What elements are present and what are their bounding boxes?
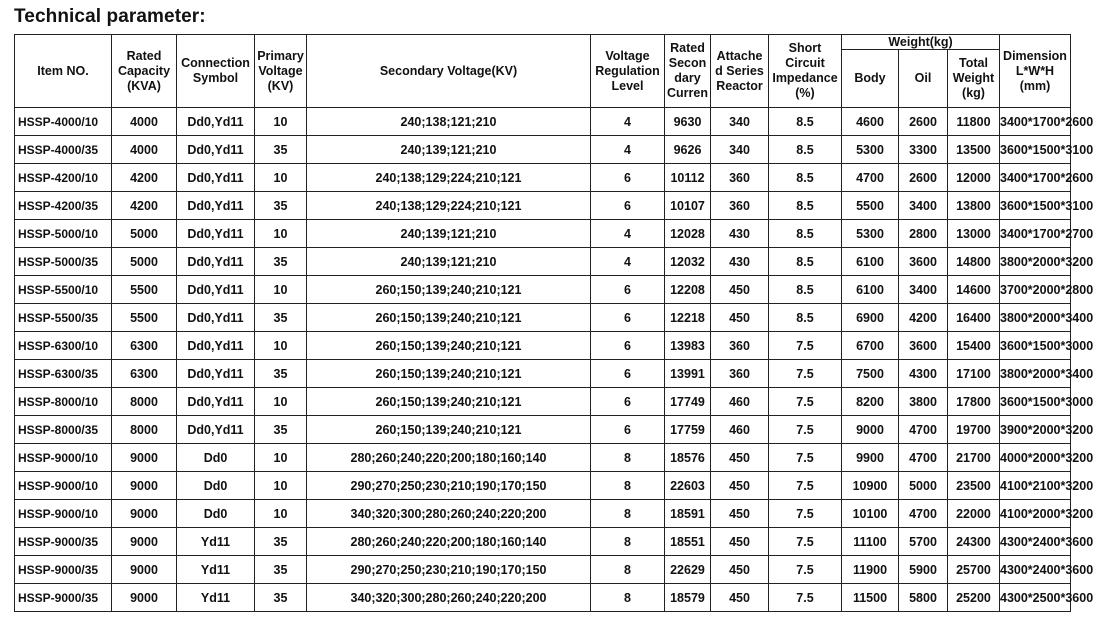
cell-reactor: 450 [711, 584, 769, 612]
cell-total: 14800 [948, 248, 1000, 276]
header-body: Body [842, 50, 899, 108]
cell-capacity: 5500 [112, 276, 177, 304]
cell-secondary: 340;320;300;280;260;240;220;200 [307, 500, 591, 528]
header-total-weight: Total Weight (kg) [948, 50, 1000, 108]
cell-symbol: Dd0,Yd11 [177, 304, 255, 332]
cell-impedance: 8.5 [769, 108, 842, 136]
cell-dimension: 3400*1700*2600 [1000, 108, 1071, 136]
cell-primary: 10 [255, 472, 307, 500]
cell-current: 13983 [665, 332, 711, 360]
cell-total: 11800 [948, 108, 1000, 136]
header-primary-voltage: Primary Voltage (KV) [255, 35, 307, 108]
cell-oil: 3800 [899, 388, 948, 416]
cell-symbol: Yd11 [177, 556, 255, 584]
cell-total: 16400 [948, 304, 1000, 332]
cell-oil: 2800 [899, 220, 948, 248]
cell-level: 8 [591, 444, 665, 472]
cell-total: 12000 [948, 164, 1000, 192]
cell-item: HSSP-4200/35 [15, 192, 112, 220]
cell-primary: 10 [255, 164, 307, 192]
cell-body: 7500 [842, 360, 899, 388]
cell-item: HSSP-5500/35 [15, 304, 112, 332]
header-attached-series-reactor: Attache d Series Reactor [711, 35, 769, 108]
cell-primary: 35 [255, 136, 307, 164]
cell-body: 6900 [842, 304, 899, 332]
cell-symbol: Dd0,Yd11 [177, 416, 255, 444]
cell-reactor: 450 [711, 444, 769, 472]
cell-item: HSSP-9000/10 [15, 444, 112, 472]
cell-symbol: Yd11 [177, 528, 255, 556]
cell-secondary: 240;139;121;210 [307, 136, 591, 164]
cell-current: 9630 [665, 108, 711, 136]
cell-secondary: 240;138;129;224;210;121 [307, 164, 591, 192]
cell-impedance: 8.5 [769, 248, 842, 276]
cell-oil: 5000 [899, 472, 948, 500]
cell-primary: 10 [255, 108, 307, 136]
cell-reactor: 450 [711, 472, 769, 500]
cell-capacity: 9000 [112, 556, 177, 584]
cell-symbol: Dd0,Yd11 [177, 108, 255, 136]
cell-primary: 10 [255, 332, 307, 360]
cell-item: HSSP-9000/35 [15, 528, 112, 556]
cell-level: 4 [591, 108, 665, 136]
cell-symbol: Dd0,Yd11 [177, 332, 255, 360]
cell-body: 6100 [842, 248, 899, 276]
cell-capacity: 6300 [112, 332, 177, 360]
cell-reactor: 340 [711, 108, 769, 136]
cell-dimension: 3600*1500*3000 [1000, 332, 1071, 360]
parameter-table-wrapper [14, 34, 1093, 612]
cell-reactor: 360 [711, 192, 769, 220]
header-weight-group: Weight(kg) [842, 35, 1000, 50]
cell-capacity: 9000 [112, 528, 177, 556]
cell-dimension: 3700*2000*2800 [1000, 276, 1071, 304]
cell-capacity: 5000 [112, 248, 177, 276]
cell-body: 11500 [842, 584, 899, 612]
cell-oil: 3600 [899, 332, 948, 360]
cell-impedance: 7.5 [769, 500, 842, 528]
header-rated-capacity: Rated Capacity (KVA) [112, 35, 177, 108]
table-row [15, 528, 1071, 556]
cell-body: 5300 [842, 220, 899, 248]
cell-oil: 4300 [899, 360, 948, 388]
cell-capacity: 9000 [112, 444, 177, 472]
cell-reactor: 460 [711, 388, 769, 416]
cell-body: 10100 [842, 500, 899, 528]
table-row [15, 248, 1071, 276]
cell-impedance: 7.5 [769, 528, 842, 556]
cell-reactor: 450 [711, 500, 769, 528]
cell-reactor: 360 [711, 164, 769, 192]
cell-symbol: Dd0,Yd11 [177, 360, 255, 388]
cell-oil: 2600 [899, 108, 948, 136]
cell-item: HSSP-4200/10 [15, 164, 112, 192]
cell-total: 17100 [948, 360, 1000, 388]
cell-secondary: 280;260;240;220;200;180;160;140 [307, 528, 591, 556]
cell-item: HSSP-6300/10 [15, 332, 112, 360]
table-row [15, 584, 1071, 612]
cell-secondary: 260;150;139;240;210;121 [307, 360, 591, 388]
cell-dimension: 4100*2100*3200 [1000, 472, 1071, 500]
cell-item: HSSP-8000/35 [15, 416, 112, 444]
cell-level: 6 [591, 332, 665, 360]
cell-secondary: 260;150;139;240;210;121 [307, 332, 591, 360]
cell-item: HSSP-9000/35 [15, 584, 112, 612]
cell-oil: 3400 [899, 276, 948, 304]
cell-total: 19700 [948, 416, 1000, 444]
cell-reactor: 430 [711, 220, 769, 248]
cell-body: 6700 [842, 332, 899, 360]
cell-level: 6 [591, 416, 665, 444]
cell-current: 12032 [665, 248, 711, 276]
cell-current: 13991 [665, 360, 711, 388]
cell-level: 4 [591, 136, 665, 164]
cell-current: 10107 [665, 192, 711, 220]
cell-symbol: Dd0,Yd11 [177, 136, 255, 164]
cell-total: 25700 [948, 556, 1000, 584]
cell-secondary: 340;320;300;280;260;240;220;200 [307, 584, 591, 612]
cell-oil: 3400 [899, 192, 948, 220]
cell-dimension: 3600*1500*3100 [1000, 136, 1071, 164]
cell-capacity: 5500 [112, 304, 177, 332]
cell-capacity: 9000 [112, 584, 177, 612]
cell-current: 12218 [665, 304, 711, 332]
cell-oil: 3600 [899, 248, 948, 276]
cell-secondary: 280;260;240;220;200;180;160;140 [307, 444, 591, 472]
cell-dimension: 3900*2000*3200 [1000, 416, 1071, 444]
cell-symbol: Dd0 [177, 472, 255, 500]
cell-impedance: 7.5 [769, 388, 842, 416]
cell-current: 18579 [665, 584, 711, 612]
header-connection-symbol: Connection Symbol [177, 35, 255, 108]
cell-impedance: 7.5 [769, 444, 842, 472]
header-secondary-voltage: Secondary Voltage(KV) [307, 35, 591, 108]
cell-secondary: 290;270;250;230;210;190;170;150 [307, 556, 591, 584]
cell-body: 6100 [842, 276, 899, 304]
cell-primary: 35 [255, 304, 307, 332]
cell-capacity: 5000 [112, 220, 177, 248]
header-item-no: Item NO. [15, 35, 112, 108]
cell-oil: 4700 [899, 416, 948, 444]
cell-total: 22000 [948, 500, 1000, 528]
cell-impedance: 8.5 [769, 192, 842, 220]
cell-symbol: Yd11 [177, 584, 255, 612]
cell-item: HSSP-5000/35 [15, 248, 112, 276]
table-row [15, 360, 1071, 388]
cell-current: 12028 [665, 220, 711, 248]
cell-primary: 35 [255, 248, 307, 276]
cell-primary: 35 [255, 584, 307, 612]
cell-body: 5300 [842, 136, 899, 164]
table-row [15, 304, 1071, 332]
table-row [15, 164, 1071, 192]
cell-capacity: 4000 [112, 108, 177, 136]
cell-total: 15400 [948, 332, 1000, 360]
table-row [15, 500, 1071, 528]
cell-capacity: 4200 [112, 164, 177, 192]
technical-parameter-table [14, 34, 1093, 612]
cell-oil: 2600 [899, 164, 948, 192]
cell-reactor: 360 [711, 360, 769, 388]
cell-primary: 10 [255, 388, 307, 416]
table-row [15, 332, 1071, 360]
cell-total: 13800 [948, 192, 1000, 220]
cell-dimension: 3400*1700*2700 [1000, 220, 1071, 248]
cell-capacity: 6300 [112, 360, 177, 388]
cell-reactor: 360 [711, 332, 769, 360]
cell-dimension: 4000*2000*3200 [1000, 444, 1071, 472]
cell-item: HSSP-4000/35 [15, 136, 112, 164]
cell-capacity: 8000 [112, 388, 177, 416]
header-voltage-regulation: Voltage Regulation Level [591, 35, 665, 108]
cell-dimension: 3800*2000*3400 [1000, 360, 1071, 388]
cell-oil: 5900 [899, 556, 948, 584]
cell-dimension: 4300*2400*3600 [1000, 556, 1071, 584]
cell-primary: 10 [255, 276, 307, 304]
cell-level: 6 [591, 192, 665, 220]
table-row [15, 136, 1071, 164]
cell-total: 25200 [948, 584, 1000, 612]
cell-level: 6 [591, 388, 665, 416]
cell-symbol: Dd0 [177, 444, 255, 472]
cell-primary: 10 [255, 220, 307, 248]
cell-impedance: 8.5 [769, 136, 842, 164]
cell-level: 6 [591, 304, 665, 332]
table-row [15, 416, 1071, 444]
cell-current: 10112 [665, 164, 711, 192]
cell-symbol: Dd0 [177, 500, 255, 528]
cell-primary: 35 [255, 416, 307, 444]
cell-impedance: 7.5 [769, 416, 842, 444]
cell-current: 17749 [665, 388, 711, 416]
cell-current: 22629 [665, 556, 711, 584]
table-row [15, 388, 1071, 416]
cell-total: 21700 [948, 444, 1000, 472]
cell-level: 4 [591, 248, 665, 276]
cell-reactor: 450 [711, 528, 769, 556]
cell-current: 17759 [665, 416, 711, 444]
header-rated-secondary-current: Rated Secon dary Curren [665, 35, 711, 108]
cell-dimension: 3400*1700*2600 [1000, 164, 1071, 192]
cell-primary: 35 [255, 192, 307, 220]
cell-impedance: 8.5 [769, 164, 842, 192]
cell-dimension: 3800*2000*3400 [1000, 304, 1071, 332]
cell-secondary: 240;138;129;224;210;121 [307, 192, 591, 220]
cell-body: 4600 [842, 108, 899, 136]
cell-secondary: 240;139;121;210 [307, 220, 591, 248]
cell-body: 9900 [842, 444, 899, 472]
cell-oil: 3300 [899, 136, 948, 164]
cell-impedance: 8.5 [769, 276, 842, 304]
cell-symbol: Dd0,Yd11 [177, 388, 255, 416]
cell-level: 6 [591, 164, 665, 192]
cell-impedance: 7.5 [769, 584, 842, 612]
cell-current: 9626 [665, 136, 711, 164]
cell-body: 5500 [842, 192, 899, 220]
cell-item: HSSP-5000/10 [15, 220, 112, 248]
cell-secondary: 260;150;139;240;210;121 [307, 416, 591, 444]
cell-level: 8 [591, 584, 665, 612]
cell-oil: 4700 [899, 500, 948, 528]
cell-symbol: Dd0,Yd11 [177, 220, 255, 248]
cell-oil: 4700 [899, 444, 948, 472]
cell-level: 4 [591, 220, 665, 248]
cell-current: 18576 [665, 444, 711, 472]
cell-level: 8 [591, 500, 665, 528]
cell-symbol: Dd0,Yd11 [177, 164, 255, 192]
cell-reactor: 450 [711, 556, 769, 584]
cell-reactor: 430 [711, 248, 769, 276]
cell-capacity: 9000 [112, 472, 177, 500]
table-row [15, 220, 1071, 248]
table-row [15, 192, 1071, 220]
cell-item: HSSP-9000/35 [15, 556, 112, 584]
cell-item: HSSP-8000/10 [15, 388, 112, 416]
cell-current: 22603 [665, 472, 711, 500]
cell-primary: 35 [255, 556, 307, 584]
cell-total: 14600 [948, 276, 1000, 304]
cell-symbol: Dd0,Yd11 [177, 192, 255, 220]
cell-secondary: 290;270;250;230;210;190;170;150 [307, 472, 591, 500]
cell-impedance: 7.5 [769, 360, 842, 388]
cell-secondary: 240;138;121;210 [307, 108, 591, 136]
cell-secondary: 260;150;139;240;210;121 [307, 276, 591, 304]
cell-total: 17800 [948, 388, 1000, 416]
cell-impedance: 7.5 [769, 332, 842, 360]
cell-body: 4700 [842, 164, 899, 192]
cell-reactor: 460 [711, 416, 769, 444]
cell-item: HSSP-6300/35 [15, 360, 112, 388]
cell-reactor: 450 [711, 276, 769, 304]
cell-level: 8 [591, 472, 665, 500]
cell-item: HSSP-5500/10 [15, 276, 112, 304]
cell-dimension: 4300*2500*3600 [1000, 584, 1071, 612]
cell-impedance: 7.5 [769, 472, 842, 500]
cell-capacity: 4200 [112, 192, 177, 220]
cell-capacity: 4000 [112, 136, 177, 164]
cell-dimension: 4100*2000*3200 [1000, 500, 1071, 528]
cell-oil: 5800 [899, 584, 948, 612]
cell-level: 8 [591, 528, 665, 556]
cell-body: 11900 [842, 556, 899, 584]
cell-symbol: Dd0,Yd11 [177, 276, 255, 304]
header-dimension: Dimension L*W*H (mm) [1000, 35, 1071, 108]
cell-body: 10900 [842, 472, 899, 500]
cell-item: HSSP-4000/10 [15, 108, 112, 136]
cell-dimension: 4300*2400*3600 [1000, 528, 1071, 556]
table-row [15, 556, 1071, 584]
header-short-circuit-impedance: Short Circuit Impedance (%) [769, 35, 842, 108]
page-title: Technical parameter: [14, 6, 206, 27]
cell-secondary: 260;150;139;240;210;121 [307, 388, 591, 416]
cell-current: 18591 [665, 500, 711, 528]
table-row [15, 444, 1071, 472]
cell-reactor: 340 [711, 136, 769, 164]
cell-total: 23500 [948, 472, 1000, 500]
table-row [15, 472, 1071, 500]
cell-dimension: 3800*2000*3200 [1000, 248, 1071, 276]
cell-level: 8 [591, 556, 665, 584]
header-oil: Oil [899, 50, 948, 108]
cell-total: 13500 [948, 136, 1000, 164]
table-row [15, 108, 1071, 136]
cell-symbol: Dd0,Yd11 [177, 248, 255, 276]
cell-impedance: 8.5 [769, 304, 842, 332]
cell-body: 9000 [842, 416, 899, 444]
cell-body: 8200 [842, 388, 899, 416]
cell-current: 18551 [665, 528, 711, 556]
cell-level: 6 [591, 360, 665, 388]
cell-dimension: 3600*1500*3000 [1000, 388, 1071, 416]
cell-level: 6 [591, 276, 665, 304]
cell-reactor: 450 [711, 304, 769, 332]
cell-oil: 4200 [899, 304, 948, 332]
table-body [15, 108, 1093, 612]
cell-impedance: 7.5 [769, 556, 842, 584]
cell-primary: 35 [255, 528, 307, 556]
cell-item: HSSP-9000/10 [15, 500, 112, 528]
table-row [15, 276, 1071, 304]
cell-impedance: 8.5 [769, 220, 842, 248]
cell-primary: 10 [255, 444, 307, 472]
cell-capacity: 9000 [112, 500, 177, 528]
cell-primary: 10 [255, 500, 307, 528]
cell-primary: 35 [255, 360, 307, 388]
cell-body: 11100 [842, 528, 899, 556]
cell-oil: 5700 [899, 528, 948, 556]
cell-total: 13000 [948, 220, 1000, 248]
cell-current: 12208 [665, 276, 711, 304]
cell-item: HSSP-9000/10 [15, 472, 112, 500]
cell-capacity: 8000 [112, 416, 177, 444]
cell-secondary: 240;139;121;210 [307, 248, 591, 276]
cell-total: 24300 [948, 528, 1000, 556]
cell-dimension: 3600*1500*3100 [1000, 192, 1071, 220]
cell-secondary: 260;150;139;240;210;121 [307, 304, 591, 332]
